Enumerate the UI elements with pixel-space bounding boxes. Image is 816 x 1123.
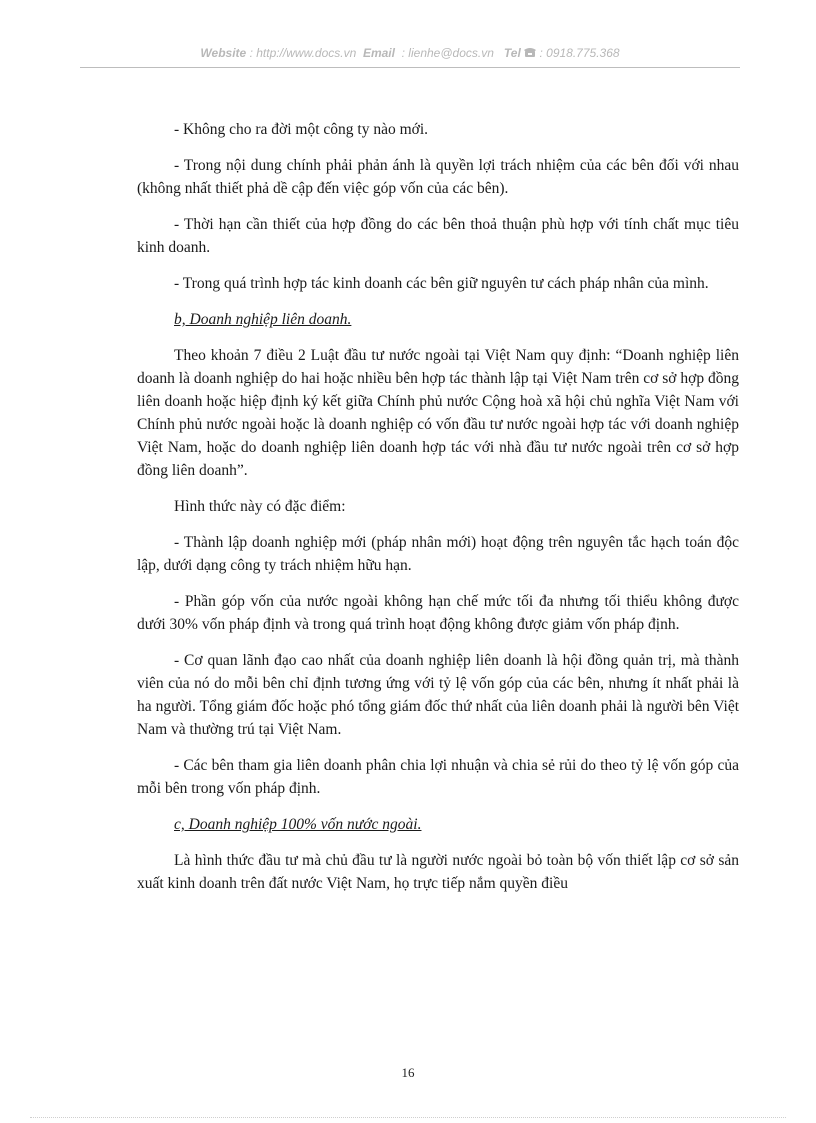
tel-value: : 0918.775.368	[539, 46, 620, 60]
website-label: Website	[200, 46, 247, 60]
paragraph: Hình thức này có đặc điểm:	[174, 498, 346, 515]
paragraph: - Cơ quan lãnh đạo cao nhất của doanh nghiệp liên doanh là hội đồng quản trị, mà thành viên của nó do mỗi bên chỉ định tương ứng với tỷ lệ vốn góp của các bên, nhưng ít nhất phải là ha người. Tổng giám đốc hoặc phó tổng giám đốc thứ nhất của liên doanh phải là người bên Việt Nam và thường trú tại Việt Nam.	[137, 652, 739, 738]
paragraph: - Thành lập doanh nghiệp mới (pháp nhân mới) hoạt động trên nguyên tắc hạch toán độc lập, dưới dạng công ty trách nhiệm hữu hạn.	[137, 534, 739, 574]
paragraph: - Thời hạn cần thiết của hợp đồng do các bên thoả thuận phù hợp với tính chất mục tiêu kinh doanh.	[137, 216, 739, 256]
paragraph: - Phần góp vốn của nước ngoài không hạn chế mức tối đa nhưng tối thiểu không được dưới 30% vốn pháp định và trong quá trình hoạt động không được giảm vốn pháp định.	[137, 593, 739, 633]
paragraph: - Trong quá trình hợp tác kinh doanh các bên giữ nguyên tư cách pháp nhân của mình.	[174, 275, 709, 292]
paragraph: - Không cho ra đời một công ty nào mới.	[174, 121, 429, 138]
document-body	[137, 118, 739, 908]
paragraph: Là hình thức đầu tư mà chủ đầu tư là người nước ngoài bỏ toàn bộ vốn thiết lập cơ sở sản xuất kinh doanh trên đất nước Việt Nam, họ trực tiếp nắm quyền điều	[137, 852, 739, 892]
paragraph: - Trong nội dung chính phải phản ánh là quyền lợi trách nhiệm của các bên đối với nhau (không nhất thiết phả dề cập đến việc góp vốn của các bên).	[137, 157, 739, 197]
paragraph: Theo khoản 7 điều 2 Luật đầu tư nước ngoài tại Việt Nam quy định: “Doanh nghiệp liên doanh là doanh nghiệp do hai hoặc nhiều bên hợp tác thành lập tại Việt Nam trên cơ sở hợp đồng liên doanh hoặc hiệp định ký kết giữa Chính phủ nước Cộng hoà xã hội chủ nghĩa Việt Nam với Chính phủ nước ngoài hoặc là doanh nghiệp có vốn đầu tư nước ngoài hợp tác với doanh nghiệp Việt Nam, hoặc do doanh nghiệp liên doanh hợp tác với nhà đầu tư nước ngoài trên cơ sở hợp đồng liên doanh”.	[137, 347, 739, 479]
phone-icon	[524, 46, 539, 60]
email-label: Email	[362, 46, 395, 60]
page-number: 16	[401, 1065, 415, 1080]
header-divider	[80, 67, 740, 68]
email-value: : lienhe@docs.vn	[401, 46, 494, 60]
website-value: : http://www.docs.vn	[249, 46, 357, 60]
footer-divider	[30, 1117, 786, 1118]
tel-label: Tel	[503, 46, 521, 60]
page-header	[80, 46, 740, 60]
section-heading: c, Doanh nghiệp 100% vốn nước ngoài.	[174, 816, 422, 833]
section-heading: b, Doanh nghiệp liên doanh.	[174, 311, 352, 328]
paragraph: - Các bên tham gia liên doanh phân chia lợi nhuận và chia sẻ rủi do theo tỷ lệ vốn góp của mỗi bên trong vốn pháp định.	[137, 757, 739, 797]
